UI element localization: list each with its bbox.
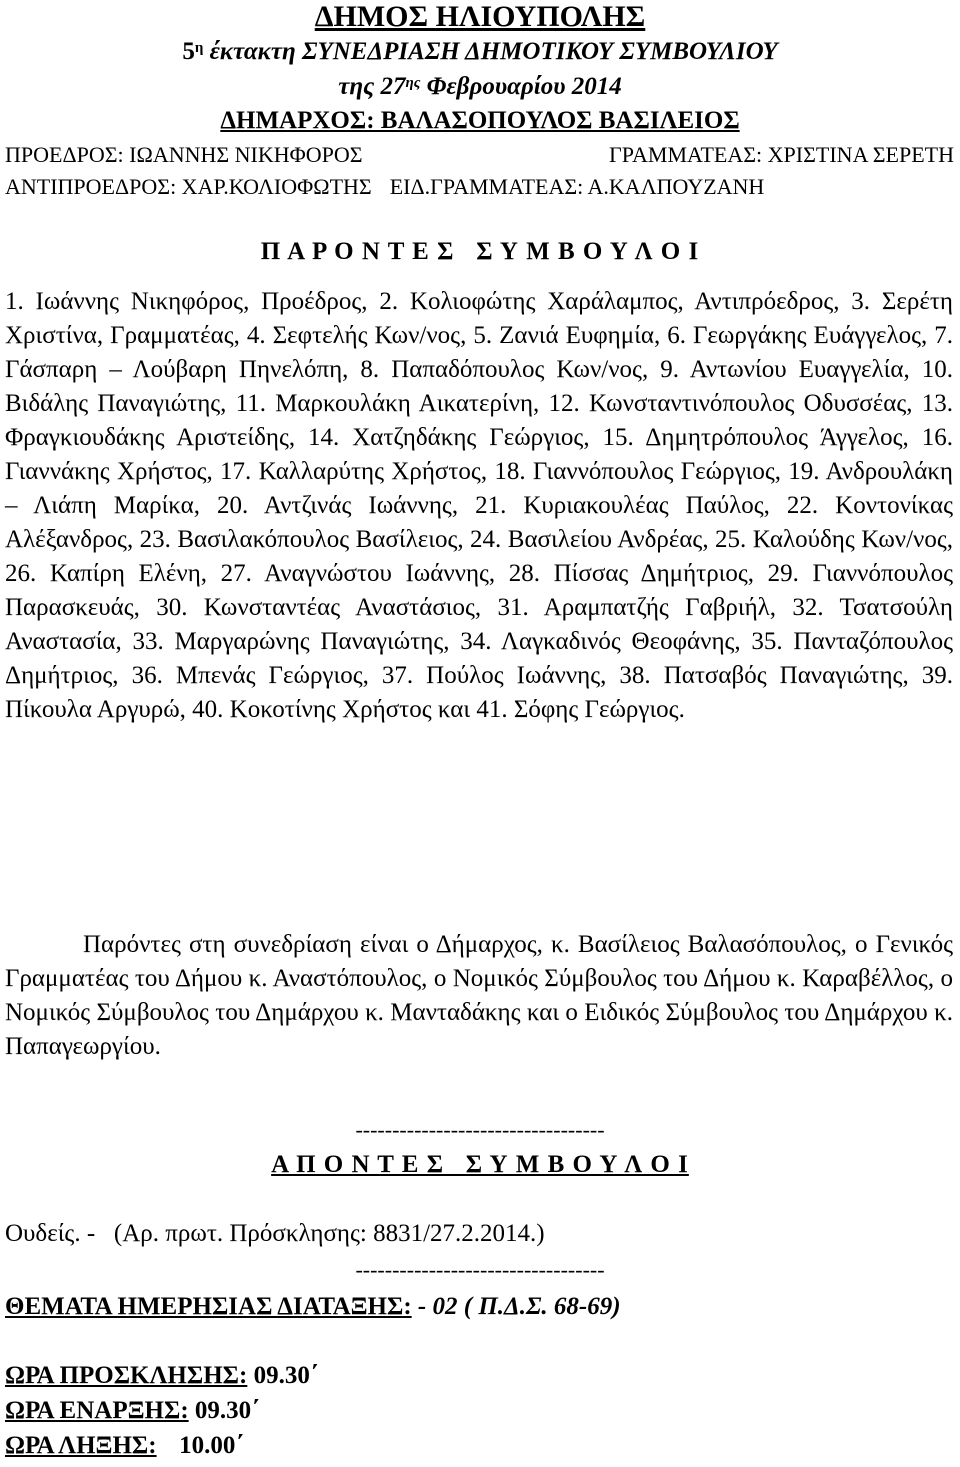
session-suffix: η	[194, 40, 204, 56]
attendance-paragraph: Παρόντες στη συνεδρίαση είναι ο Δήμαρχος, κ. Βασίλειος Βαλασόπουλος, ο Γενικός Γραμματέας του Δήμου κ. Αναστόπουλος, ο Νομικός Σύμβουλος του Δήμου κ. Καραβέλλος, ο Νομικός Σύμβουλος του Δημάρχου κ. Μανταδάκης και ο Ειδικός Σύμβουλος του Δημάρχου κ. Παπαγεωργίου.	[5, 931, 953, 1060]
agenda-pages: ( Π.Δ.Σ. 68-69)	[463, 1293, 621, 1320]
start-time-label: ΩΡΑ ΕΝΑΡΞΗΣ:	[5, 1397, 189, 1424]
session-heading	[0, 37, 960, 67]
agenda-line	[5, 1292, 621, 1322]
absent-members-heading: Α Π Ο Ν Τ Ε Σ Σ Υ Μ Β Ο Υ Λ Ο Ι	[271, 1151, 689, 1178]
officers-row-1	[5, 142, 954, 168]
invitation-time-value: 09.30΄	[253, 1362, 319, 1389]
absent-none-text: Ουδείς. - (Αρ. πρωτ. Πρόσκλησης: 8831/27.2.2014.)	[5, 1220, 545, 1247]
session-text: έκτακτη ΣΥΝΕΔΡΙΑΣΗ ΔΗΜΟΤΙΚΟΥ ΣΥΜΒΟΥΛΙΟΥ	[209, 38, 778, 65]
separator-line: ----------------------------------	[355, 1257, 605, 1282]
president-text: ΠΡΟΕΔΡΟΣ: ΙΩΑΝΝΗΣ ΝΙΚΗΦΟΡΟΣ	[5, 142, 363, 167]
agenda-label: ΘΕΜΑΤΑ ΗΜΕΡΗΣΙΑΣ ΔΙΑΤΑΞΗΣ:	[5, 1293, 412, 1320]
date-rest: Φεβρουαρίου 2014	[426, 73, 622, 100]
end-time	[5, 1431, 244, 1461]
session-date	[0, 72, 960, 102]
secretary-text: ΓΡΑΜΜΑΤΕΑΣ: ΧΡΙΣΤΙΝΑ ΣΕΡΕΤΗ	[609, 142, 954, 167]
agenda-count: - 02	[417, 1293, 458, 1320]
date-prefix: της 27	[338, 73, 406, 100]
special-secretary-text: ΕΙΔ.ΓΡΑΜΜΑΤΕΑΣ: Α.ΚΑΛΠΟΥΖΑΝΗ	[389, 174, 765, 199]
end-time-label: ΩΡΑ ΛΗΞΗΣ:	[5, 1432, 157, 1459]
date-suffix: ης	[405, 75, 421, 91]
end-time-value: 10.00΄	[179, 1432, 244, 1459]
municipality-title: ΔΗΜΟΣ ΗΛΙΟΥΠΟΛΗΣ	[314, 0, 646, 33]
invitation-time	[5, 1361, 318, 1391]
vice-president-text: ΑΝΤΙΠΡΟΕΔΡΟΣ: ΧΑΡ.ΚΟΛΙΟΦΩΤΗΣ	[5, 174, 372, 199]
invitation-time-label: ΩΡΑ ΠΡΟΣΚΛΗΣΗΣ:	[5, 1362, 248, 1389]
present-members-heading: Π Α Ρ Ο Ν Τ Ε Σ Σ Υ Μ Β Ο Υ Λ Ο Ι	[260, 238, 700, 265]
start-time-value: 09.30΄	[194, 1397, 260, 1424]
mayor-line: ΔΗΜΑΡΧΟΣ: ΒΑΛΑΣΟΠΟΥΛΟΣ ΒΑΣΙΛΕΙΟΣ	[220, 107, 740, 134]
session-number: 5	[182, 38, 195, 65]
separator-line: ----------------------------------	[355, 1117, 605, 1142]
present-members-list: 1. Ιωάννης Νικηφόρος, Προέδρος, 2. Κολιοφώτης Χαράλαμπος, Αντιπρόεδρος, 3. Σερέτη Χριστίνα, Γραμματέας, 4. Σεφτελής Κων/νος, 5. Ζανιά Ευφημία, 6. Γεωργάκης Ευάγγελος, 7. Γάσπαρη – Λούβαρη Πηνελόπη, 8. Παπαδόπουλος Κων/νος, 9. Αντωνίου Ευαγγελία, 10. Βιδάλης Παναγιώτης, 11. Μαρκουλάκη Αικατερίνη, 12. Κωνσταντινόπουλος Οδυσσέας, 13. Φραγκιουδάκης Αριστείδης, 14. Χατζηδάκης Γεώργιος, 15. Δημητρόπουλος Άγγελος, 16. Γιαννάκης Χρήστος, 17. Καλλαρύτης Χρήστος, 18. Γιαννόπουλος Γεώργιος, 19. Ανδρουλάκη – Λιάπη Μαρίκα, 20. Αντζινάς Ιωάννης, 21. Κυριακουλέας Παύλος, 22. Κοντονίκας Αλέξανδρος, 23. Βασιλακόπουλος Βασίλειος, 24. Βασιλείου Ανδρέας, 25. Καλούδης Κων/νος, 26. Καπίρη Ελένη, 27. Αναγνώστου Ιωάννης, 28. Πίσσας Δημήτριος, 29. Γιαννόπουλος Παρασκευάς, 30. Κωνσταντέας Αναστάσιος, 31. Αραμπατζής Γαβριήλ, 32. Τσατσούλη Αναστασία, 33. Μαργαρώνης Παναγιώτης, 34. Λαγκαδινός Θεοφάνης, 35. Πανταζόπουλος Δημήτριος, 36. Μπενάς Γεώργιος, 37. Πούλος Ιωάννης, 38. Πατσαβός Παναγιώτης, 39. Πίκουλα Αργυρώ, 40. Κοκοτίνης Χρήστος και 41. Σόφης Γεώργιος.	[5, 288, 953, 723]
start-time	[5, 1396, 259, 1426]
officers-row-2	[5, 174, 954, 200]
